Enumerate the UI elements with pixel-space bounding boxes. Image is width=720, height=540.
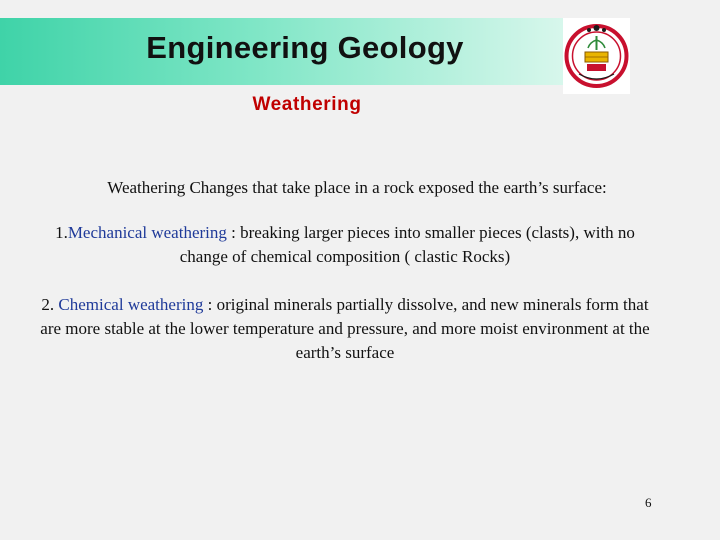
page-number: 6 (645, 495, 652, 510)
point-prefix: 1. (55, 223, 68, 242)
point-description: original minerals partially dissolve, and new minerals form that are more stable at the lower temperature and pressure, and more moist environment at the earth’s surface (40, 295, 650, 362)
term-mechanical-weathering: Mechanical weathering (67, 223, 227, 242)
slide-subtitle: Weathering (252, 94, 362, 115)
point-prefix: 2. (41, 295, 59, 314)
point-chemical-weathering (30, 293, 660, 365)
point-separator: : (203, 295, 217, 314)
intro-text: Weathering Changes that take place in a rock exposed the earth’s surface: (107, 178, 607, 197)
slide-title: Engineering Geology (146, 30, 464, 65)
point-mechanical-weathering (30, 221, 660, 269)
term-chemical-weathering: Chemical weathering (58, 295, 204, 314)
point-separator: : (226, 223, 241, 242)
university-seal-icon (563, 18, 630, 94)
point-description: breaking larger pieces into smaller pieces (clasts), with no change of chemical composition ( clastic Rocks) (179, 223, 635, 266)
